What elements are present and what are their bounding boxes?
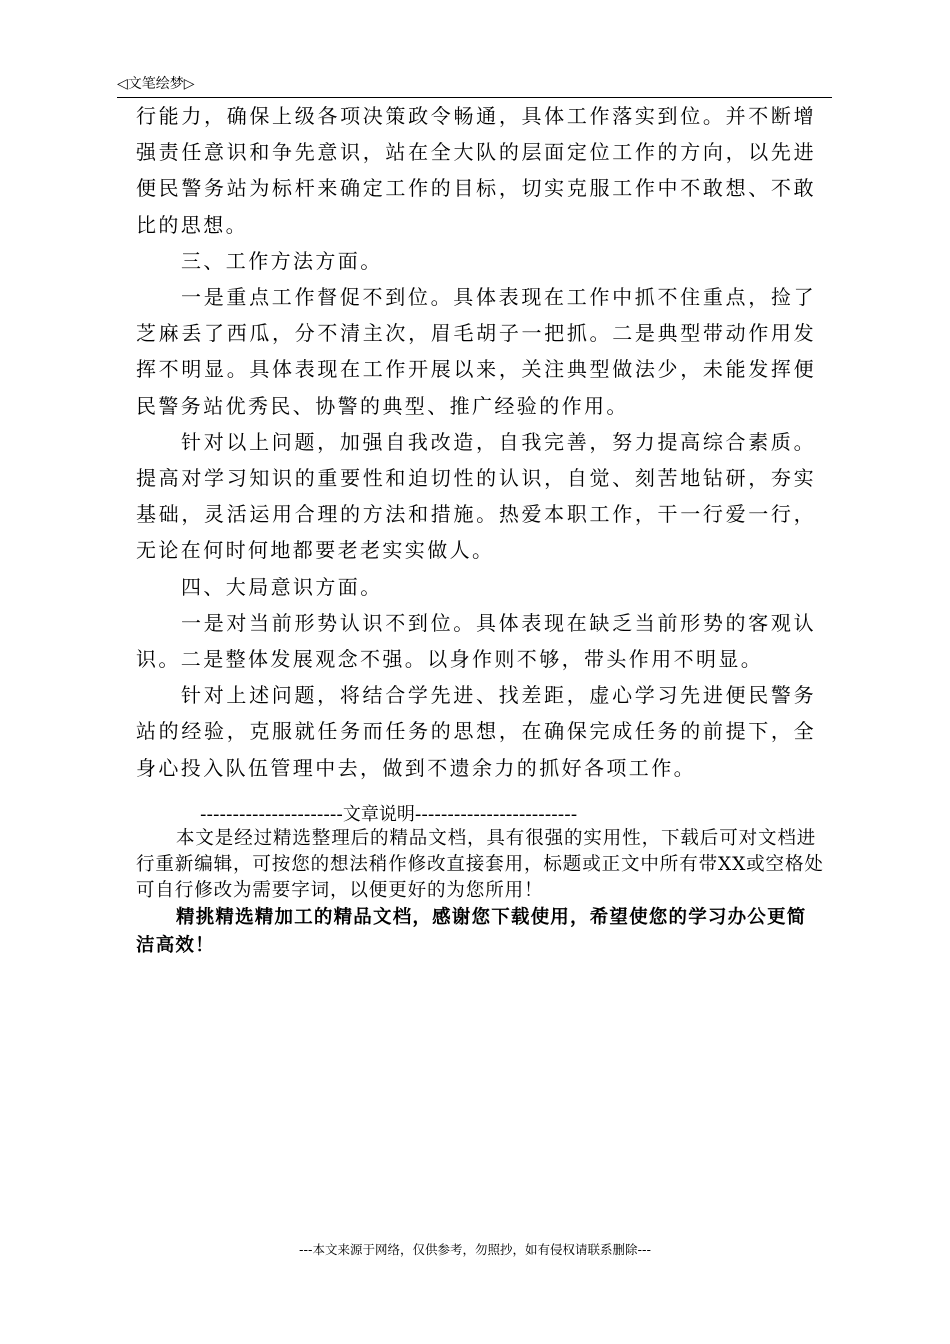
- body-paragraph: 针对上述问题，将结合学先进、找差距，虚心学习先进便民警务站的经验，克服就任务而任务的思想，在确保完成任务的前提下，全身心投入队伍管理中去，做到不遗余力的抓好各项工作。: [136, 683, 816, 780]
- page-header: [117, 75, 832, 98]
- article-note-divider: ----------------------文章说明-------------------------: [200, 804, 578, 825]
- header-title: ◁文笔绘梦▷: [117, 76, 195, 92]
- note-text: 本文是经过精选整理后的精品文档，具有很强的实用性，下载后可对文档进行重新编辑，可按您的想法稍作修改直接套用，标题或正文中所有带XX或空格处可自行修改为需要字词，以便更好的为您所用！: [136, 828, 824, 901]
- document-body: [136, 98, 816, 786]
- body-paragraph: 一是对当前形势认识不到位。具体表现在缺乏当前形势的客观认识。二是整体发展观念不强。以身作则不够，带头作用不明显。: [136, 610, 816, 672]
- note-bold-text: 精挑精选精加工的精品文档，感谢您下载使用，希望使您的学习办公更简洁高效！: [136, 907, 807, 956]
- page-footer: ---本文来源于网络，仅供参考，勿照抄，如有侵权请联系删除---: [298, 1242, 652, 1257]
- body-paragraph: 针对以上问题，加强自我改造，自我完善，努力提高综合素质。提高对学习知识的重要性和迫切性的认识，自觉、刻苦地钻研，夯实基础，灵活运用合理的方法和措施。热爱本职工作，干一行爱一行，无论在何时何地都要老老实实做人。: [136, 429, 816, 563]
- article-note: [136, 826, 826, 960]
- section-heading-method: 三、工作方法方面。: [181, 248, 383, 273]
- section-heading-overall: 四、大局意识方面。: [181, 574, 383, 599]
- body-paragraph: 行能力，确保上级各项决策政令畅通，具体工作落实到位。并不断增强责任意识和争先意识，站在全大队的层面定位工作的方向，以先进便民警务站为标杆来确定工作的目标，切实克服工作中不敢想、不敢比的思想。: [136, 104, 816, 237]
- body-paragraph: 一是重点工作督促不到位。具体表现在工作中抓不住重点，捡了芝麻丢了西瓜，分不清主次，眉毛胡子一把抓。二是典型带动作用发挥不明显。具体表现在工作开展以来，关注典型做法少，未能发挥便民警务站优秀民、协警的典型、推广经验的作用。: [136, 285, 816, 418]
